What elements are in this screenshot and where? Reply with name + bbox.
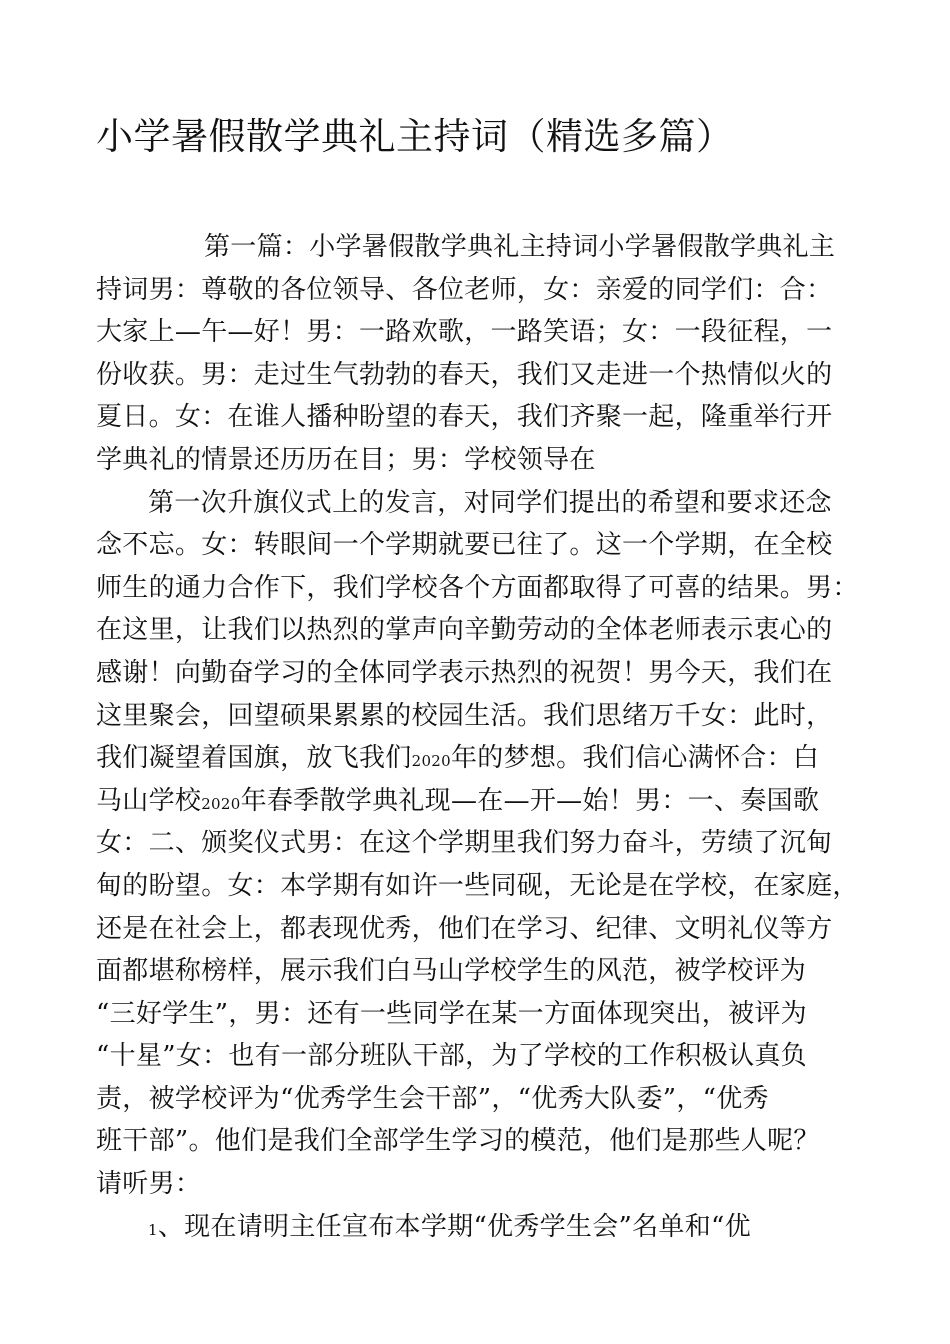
paragraph-line: “三好学生”，男：还有一些同学在某一方面体现突出，被评为 [96, 998, 807, 1029]
paragraph-line: 责，被学校评为“优秀学生会干部”，“优秀大队委”，“优秀 [96, 1083, 769, 1114]
paragraph-line [96, 1206, 886, 1249]
paragraph-line: 念不忘。女：转眼间一个学期就要已往了。这一个学期，在全校 [96, 530, 833, 561]
year-number: 2020 [411, 752, 451, 771]
paragraph-line: 这里聚会，回望硕果累累的校园生活。我们思绪万千女：此时， [96, 700, 833, 731]
paragraph-line: 师生的通力合作下，我们学校各个方面都取得了可喜的结果。男： [96, 572, 859, 603]
paragraph-line: 大家上—午—好！男：一路欢歌，一路笑语；女：一段征程，一 [96, 317, 833, 348]
line-text: 年的梦想。我们信心满怀合：白 [450, 743, 820, 774]
paragraph-line: 还是在社会上，都表现优秀，他们在学习、纪律、文明礼仪等方 [96, 913, 833, 944]
paragraph-line: 在这里，让我们以热烈的掌声向辛勤劳动的全体老师表示衷心的 [96, 615, 833, 646]
paragraph-line: 班干部”。他们是我们全部学生学习的模范，他们是那些人呢？ [96, 1126, 820, 1157]
line-text: 我们凝望着国旗，放飞我们 [96, 743, 412, 774]
paragraph-line [96, 737, 886, 780]
paragraph-line: 感谢！向勤奋学习的全体同学表示热烈的祝贺！男今天，我们在 [96, 657, 833, 688]
line-text: 、现在请明主任宣布本学期“优秀学生会”名单和“优 [157, 1211, 751, 1242]
paragraph-line: 夏日。女：在谁人播种盼望的春天，我们齐聚一起，隆重举行开 [96, 402, 833, 433]
paragraph-line: 持词男：尊敬的各位领导、各位老师，女：亲爱的同学们：合： [96, 274, 833, 305]
paragraph-line [96, 780, 886, 823]
line-text: 年春季散学典礼现—在—开—始！男：一、奏国歌 [240, 785, 820, 816]
paragraph-line: “十星”女：也有一部分班队干部，为了学校的工作积极认真负 [96, 1041, 807, 1072]
paragraph-line: 份收获。男：走过生气勃勃的春天，我们又走进一个热情似火的 [96, 359, 833, 390]
paragraph-line: 学典礼的情景还历历在目；男：学校领导在 [96, 444, 596, 475]
paragraph-line: 第一次升旗仪式上的发言，对同学们提出的希望和要求还念 [148, 487, 832, 518]
line-text: 马山学校 [96, 785, 202, 816]
paragraph-line: 甸的盼望。女：本学期有如许一些同砚，无论是在学校，在家庭， [96, 870, 859, 901]
year-number: 2020 [201, 794, 241, 813]
paragraph-line: 请听男： [96, 1169, 202, 1200]
document-title: 小学暑假散学典礼主持词（精选多篇） [96, 115, 734, 158]
paragraph-line: 第一篇：小学暑假散学典礼主持词小学暑假散学典礼主 [204, 232, 836, 262]
paragraph-line: 女：二、颁奖仪式男：在这个学期里我们努力奋斗，劳绩了沉甸 [96, 828, 833, 859]
list-number: 1 [148, 1220, 158, 1239]
paragraph-line: 面都堪称榜样，展示我们白马山学校学生的风范，被学校评为 [96, 956, 807, 987]
document-body [96, 226, 886, 1248]
